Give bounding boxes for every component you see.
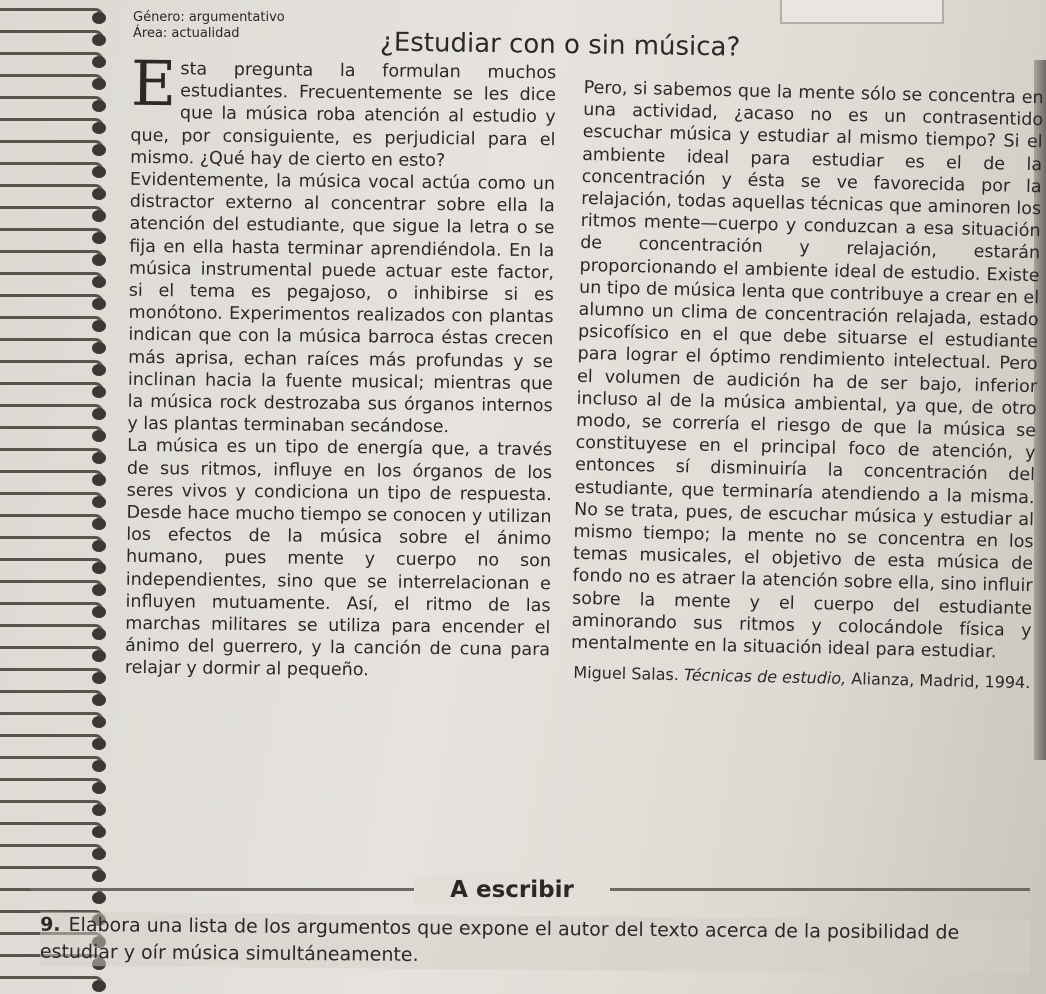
article-title: ¿Estudiar con o sin música? <box>379 27 741 63</box>
spiral-ring <box>0 558 104 572</box>
spiral-ring <box>0 272 104 286</box>
spiral-ring <box>0 448 104 462</box>
spiral-ring <box>0 206 104 220</box>
spiral-ring <box>0 404 104 418</box>
spiral-ring <box>0 712 104 726</box>
spiral-binding <box>0 0 110 994</box>
binding-hole <box>92 320 106 332</box>
binding-hole <box>92 78 106 90</box>
spiral-ring <box>0 778 104 792</box>
binding-hole <box>92 980 106 992</box>
paragraph <box>130 46 557 173</box>
spiral-ring <box>0 250 104 264</box>
source-publisher: Alianza, Madrid, 1994. <box>851 669 1031 693</box>
paragraph: Pero, si sabemos que la mente sólo se concentra en una actividad, ¿acaso no es un contrasentido escuchar música y estudiar al mismo tiempo? Si el ambiente ideal para estudiar es el de la concentración y ésta se ve favorecida por la relajación, todas aquellas técnicas que aminoren los ritmos mente—cuerpo y conduzcan a esa situación de concentración y relajación, estarán proporcionando el ambiente ideal de estudio. Existe un tipo de música lenta que contribuye a crear en el alumno un clima de concentración relajada, estado psicofísico en el que debe situarse el estudiante para lograr el óptimo rendimiento intelectual. Pero el volumen de audición ha de ser bajo, inferior incluso al de la música ambiental, ya que, de otro modo, se correría el riesgo de que la música se constituyese en el principal foco de atención, y entonces sí disminuiría la concentración del estudiante, que terminaría atendiendo a la misma. No se trata, pues, de escuchar música y estudiar al mismo tiempo; la mente no se concentra en los temas musicales, el objetivo de esta música de fondo no es atraer la atención sobre ella, sino influir sobre la mente y el cuerpo del estudiante aminorando sus ritmos y colocándole física y mentalmente en la situación ideal para estudiar. <box>570 77 1044 663</box>
genre-label: Género: argumentativo <box>133 10 285 25</box>
spiral-ring <box>0 382 104 396</box>
binding-hole <box>92 804 106 816</box>
binding-hole <box>92 672 106 684</box>
spiral-ring <box>0 228 104 242</box>
paragraph: La música es un tipo de energía que, a través de sus ritmos, influye en los órganos de los seres vivos y condiciona un tipo de respuesta. Desde hace mucho tiempo se conocen y utilizan los efectos de la música sobre el ánimo humano, pues mente y cuerpo no son independientes, sino que se interrelacionan e influyen mutuamente. Así, el ritmo de las marchas militares se utiliza para encender el ánimo del guerrero, y la canción de cuna para relajar y dormir al pequeño. <box>124 436 553 681</box>
binding-hole <box>92 540 106 552</box>
binding-hole <box>92 452 106 464</box>
binding-hole <box>92 12 106 24</box>
spiral-ring <box>0 470 104 484</box>
spiral-ring <box>0 492 104 506</box>
binding-hole <box>92 892 106 904</box>
binding-hole <box>92 56 106 68</box>
binding-hole <box>92 342 106 354</box>
exercise-number: 9. <box>40 913 61 936</box>
section-banner: A escribir <box>414 875 610 905</box>
binding-hole <box>92 298 106 310</box>
binding-hole <box>92 650 106 662</box>
binding-hole <box>92 782 106 794</box>
binding-hole <box>92 562 106 574</box>
binding-hole <box>92 122 106 134</box>
spiral-ring <box>0 756 104 770</box>
binding-hole <box>92 188 106 200</box>
binding-hole <box>92 34 106 46</box>
spiral-ring <box>0 30 104 44</box>
binding-hole <box>92 694 106 706</box>
binding-hole <box>92 496 106 508</box>
spiral-ring <box>0 184 104 198</box>
page-tab-edge <box>780 0 944 24</box>
binding-hole <box>92 144 106 156</box>
paragraph: Evidentemente, la música vocal actúa como un distractor externo al concentrar sobre ella la atención del estudiante, que sigue la letra o se fija en ella hasta terminar aprendiéndola. En la música instrumental puede actuar este factor, si el tema es pegajoso, o inhibirse si es monótono. Experimentos realizados con plantas indican que con la música barroca éstas crecen más aprisa, echan raíces más profundas y se inclinan hacia la fuente musical; mientras que la música rock destrozaba sus órganos internos y las plantas terminaban secándose. <box>127 169 556 438</box>
binding-hole <box>92 606 106 618</box>
binding-hole <box>92 760 106 772</box>
exercise-item <box>40 912 1030 975</box>
spiral-ring <box>0 624 104 638</box>
spiral-ring <box>0 690 104 704</box>
source-citation <box>570 662 1030 695</box>
spiral-ring <box>0 800 104 814</box>
binding-hole <box>92 254 106 266</box>
binding-hole <box>92 232 106 244</box>
spiral-ring <box>0 360 104 374</box>
binding-hole <box>92 386 106 398</box>
paragraph-text: sta pregunta la formulan muchos estudiantes. Frecuentemente se les dice que la música roba atención al estudio y que, por consiguiente, es perjudicial para el mismo. ¿Qué hay de cierto en esto? <box>130 59 557 171</box>
spiral-ring <box>0 140 104 154</box>
spiral-ring <box>0 294 104 308</box>
binding-hole <box>92 870 106 882</box>
binding-hole <box>92 584 106 596</box>
spiral-ring <box>0 426 104 440</box>
spiral-ring <box>0 316 104 330</box>
spiral-ring <box>0 822 104 836</box>
spiral-ring <box>0 580 104 594</box>
source-author: Miguel Salas. <box>573 663 680 685</box>
binding-hole <box>92 826 106 838</box>
binding-hole <box>92 364 106 376</box>
spiral-ring <box>0 52 104 66</box>
spiral-ring <box>0 96 104 110</box>
binding-hole <box>92 276 106 288</box>
binding-hole <box>92 848 106 860</box>
binding-hole <box>92 210 106 222</box>
binding-hole <box>92 408 106 420</box>
spiral-ring <box>0 8 104 22</box>
spiral-ring <box>0 734 104 748</box>
binding-hole <box>92 166 106 178</box>
dropcap: E <box>130 46 177 121</box>
spiral-ring <box>0 338 104 352</box>
spiral-ring <box>0 602 104 616</box>
spiral-ring <box>0 646 104 660</box>
spiral-ring <box>0 866 104 880</box>
spiral-ring <box>0 162 104 176</box>
spiral-ring <box>0 118 104 132</box>
article-left-column <box>124 46 557 684</box>
exercise-text: Elabora una lista de los argumentos que expone el autor del texto acerca de la posibilidad de estudiar y oír música simultáneamente. <box>39 913 960 966</box>
article-right-column <box>570 77 1044 695</box>
spiral-ring <box>0 74 104 88</box>
binding-hole <box>92 738 106 750</box>
spiral-ring <box>0 514 104 528</box>
spiral-ring <box>0 536 104 550</box>
spiral-ring <box>0 668 104 682</box>
binding-hole <box>92 518 106 530</box>
spiral-ring <box>0 844 104 858</box>
area-label: Área: actualidad <box>133 26 240 41</box>
binding-hole <box>92 430 106 442</box>
binding-hole <box>92 474 106 486</box>
spiral-ring <box>0 976 104 990</box>
binding-hole <box>92 716 106 728</box>
binding-hole <box>92 100 106 112</box>
page-meta <box>133 10 285 42</box>
binding-hole <box>92 628 106 640</box>
source-book: Técnicas de estudio, <box>683 665 847 689</box>
